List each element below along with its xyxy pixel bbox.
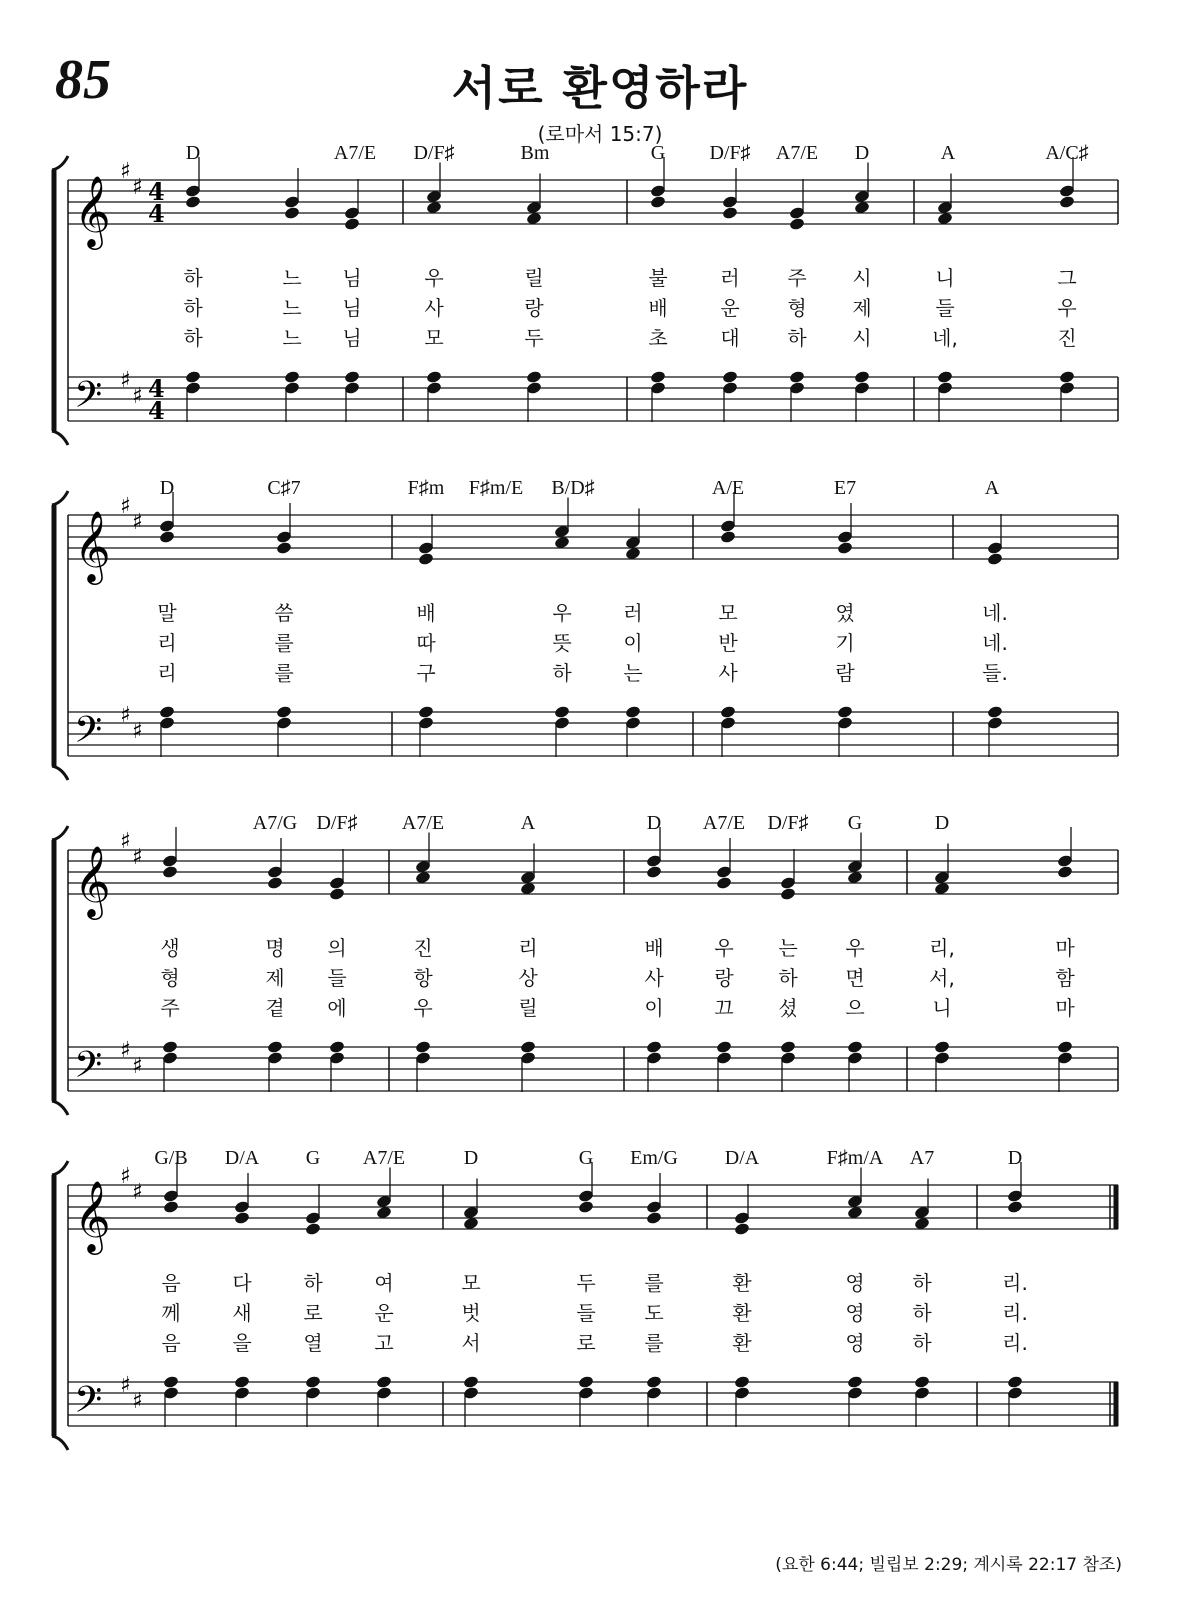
lyric-verse-3: 사 (718, 661, 738, 685)
notehead (162, 1040, 179, 1054)
lyric-verse-1: 느 (282, 266, 302, 290)
lyric-verse-3: 구 (416, 661, 436, 685)
lyric-verse-2: 운 (720, 296, 740, 320)
notehead (267, 876, 284, 890)
lyric-verse-3: 주 (160, 996, 180, 1020)
lyric-verse-2: 네. (982, 631, 1008, 655)
lyric-verse-1: 불 (648, 266, 668, 290)
notehead (162, 865, 179, 879)
lyric-verse-3: 시 (852, 326, 872, 350)
notehead (159, 530, 176, 544)
chord-symbol: D (854, 142, 870, 164)
bass-clef-icon: 𝄢 (74, 709, 103, 760)
notehead (267, 1040, 284, 1054)
notehead (987, 705, 1004, 719)
chord-symbol: A/C♯ (1045, 142, 1089, 164)
chord-symbol: D/F♯ (413, 142, 455, 164)
lyric-verse-1: 하 (303, 1271, 323, 1295)
notehead (720, 530, 737, 544)
lyric-verse-1: 명 (265, 936, 285, 960)
notehead (734, 1222, 751, 1236)
lyric-verse-1: 리 (518, 936, 538, 960)
lyric-verse-2: 리 (157, 631, 177, 655)
notehead (1007, 1375, 1024, 1389)
notehead (625, 705, 642, 719)
notehead (1059, 195, 1076, 209)
lyric-verse-3: 모 (424, 326, 444, 350)
notehead (578, 1200, 595, 1214)
staff-graphics (0, 475, 1200, 795)
lyric-verse-1: 모 (461, 1271, 481, 1295)
lyric-verse-2: 랑 (524, 296, 544, 320)
lyric-verse-3: 를 (644, 1331, 664, 1355)
chord-symbol: A7/E (401, 812, 445, 834)
lyric-verse-2: 도 (644, 1301, 664, 1325)
lyric-verse-2: 하 (912, 1301, 932, 1325)
notehead (163, 1375, 180, 1389)
notehead (646, 865, 663, 879)
lyric-verse-2: 들 (327, 966, 347, 990)
lyric-verse-2: 를 (274, 631, 294, 655)
lyric-verse-3: 로 (576, 1331, 596, 1355)
lyric-verse-1: 하 (183, 266, 203, 290)
lyric-verse-3: 님 (342, 326, 362, 350)
notehead (276, 705, 293, 719)
chord-symbol: F♯m (407, 477, 445, 499)
lyric-verse-2: 반 (718, 631, 738, 655)
lyric-verse-3: 네, (932, 326, 958, 350)
lyric-verse-3: 느 (282, 326, 302, 350)
notehead (376, 1375, 393, 1389)
lyric-verse-3: 열 (303, 1331, 323, 1355)
lyric-verse-1: 는 (778, 936, 798, 960)
lyric-verse-3: 으 (845, 996, 865, 1020)
lyric-verse-2: 환 (732, 1301, 752, 1325)
lyric-verse-1: 음 (161, 1271, 181, 1295)
music-system (0, 475, 1200, 795)
key-signature-sharp-icon: ♯ (132, 845, 143, 870)
notehead (520, 1040, 537, 1054)
lyric-verse-3: 는 (623, 661, 643, 685)
notehead (734, 1375, 751, 1389)
bass-clef-icon: 𝄢 (74, 374, 103, 425)
lyric-verse-3: 곁 (265, 996, 285, 1020)
lyric-verse-1: 진 (413, 936, 433, 960)
chord-symbol: D (646, 812, 662, 834)
notehead (837, 705, 854, 719)
chord-symbol: A (940, 142, 956, 164)
notehead (914, 1375, 931, 1389)
lyric-verse-2: 운 (374, 1301, 394, 1325)
key-signature-sharp-icon: ♯ (120, 703, 131, 728)
lyric-verse-3: 고 (374, 1331, 394, 1355)
lyric-verse-1: 의 (327, 936, 347, 960)
notehead (934, 1040, 951, 1054)
chord-symbol: E7 (833, 477, 857, 499)
chord-symbol: A7/E (333, 142, 377, 164)
chord-symbol: G/B (154, 1147, 188, 1169)
lyric-verse-1: 씀 (274, 601, 294, 625)
lyric-verse-2: 함 (1055, 966, 1075, 990)
notehead (847, 1040, 864, 1054)
chord-symbol: A7/E (775, 142, 819, 164)
lyric-verse-3: 니 (932, 996, 952, 1020)
lyric-verse-1: 시 (852, 266, 872, 290)
footer-reference-note: (요한 6:44; 빌립보 2:29; 계시록 22:17 참조) (775, 1555, 1122, 1575)
notehead (185, 195, 202, 209)
lyric-verse-1: 님 (342, 266, 362, 290)
lyric-verse-2: 새 (232, 1301, 252, 1325)
lyric-verse-1: 우 (552, 601, 572, 625)
lyric-verse-1: 말 (157, 601, 177, 625)
treble-clef-icon: 𝄞 (74, 844, 111, 917)
notehead (1007, 1200, 1024, 1214)
lyric-verse-3: 를 (274, 661, 294, 685)
lyric-verse-1: 였 (835, 601, 855, 625)
lyric-verse-2: 영 (845, 1301, 865, 1325)
chord-symbol: F♯m/E (468, 477, 524, 499)
lyric-verse-3: 릴 (518, 996, 538, 1020)
notehead (650, 370, 667, 384)
lyric-verse-2: 로 (303, 1301, 323, 1325)
lyric-verse-2: 벗 (461, 1301, 481, 1325)
lyric-verse-3: 하 (787, 326, 807, 350)
key-signature-sharp-icon: ♯ (120, 159, 131, 184)
notehead (578, 1375, 595, 1389)
lyric-verse-1: 네. (982, 601, 1008, 625)
lyric-verse-2: 항 (413, 966, 433, 990)
lyric-verse-3: 끄 (714, 996, 734, 1020)
lyric-verse-2: 형 (160, 966, 180, 990)
notehead (526, 370, 543, 384)
lyric-verse-1: 우 (845, 936, 865, 960)
lyric-verse-1: 여 (374, 1271, 394, 1295)
time-signature: 4 (148, 177, 165, 206)
chord-symbol: D/F♯ (316, 812, 358, 834)
chord-symbol: D (1007, 1147, 1023, 1169)
chord-symbol: G (650, 142, 666, 164)
lyric-verse-2: 면 (845, 966, 865, 990)
notehead (722, 370, 739, 384)
lyric-verse-3: 하 (552, 661, 572, 685)
lyric-verse-1: 하 (912, 1271, 932, 1295)
key-signature-sharp-icon: ♯ (120, 1164, 131, 1189)
lyric-verse-2: 들 (576, 1301, 596, 1325)
music-system (0, 140, 1200, 460)
notehead (344, 217, 361, 231)
notehead (837, 541, 854, 555)
key-signature-sharp-icon: ♯ (120, 368, 131, 393)
lyric-verse-1: 우 (714, 936, 734, 960)
chord-symbol: A7/G (252, 812, 298, 834)
notehead (159, 705, 176, 719)
notehead (344, 370, 361, 384)
notehead (789, 217, 806, 231)
notehead (722, 206, 739, 220)
lyric-verse-3: 초 (648, 326, 668, 350)
notehead (163, 1200, 180, 1214)
chord-symbol: Em/G (630, 1147, 678, 1169)
lyric-verse-1: 영 (845, 1271, 865, 1295)
lyric-verse-2: 리. (1002, 1301, 1028, 1325)
chord-symbol: D/F♯ (767, 812, 809, 834)
lyric-verse-1: 러 (623, 601, 643, 625)
key-signature-sharp-icon: ♯ (132, 510, 143, 535)
lyric-verse-1: 리, (929, 936, 955, 960)
lyric-verse-2: 께 (161, 1301, 181, 1325)
notehead (554, 705, 571, 719)
notehead (789, 370, 806, 384)
key-signature-sharp-icon: ♯ (132, 719, 143, 744)
notehead (987, 552, 1004, 566)
notehead (1059, 370, 1076, 384)
chord-symbol: Bm (520, 142, 550, 164)
lyric-verse-3: 마 (1055, 996, 1075, 1020)
lyric-verse-3: 에 (327, 996, 347, 1020)
lyric-verse-1: 러 (720, 266, 740, 290)
notehead (646, 1375, 663, 1389)
lyric-verse-1: 생 (160, 936, 180, 960)
lyric-verse-3: 진 (1057, 326, 1077, 350)
lyric-verse-3: 을 (232, 1331, 252, 1355)
lyric-verse-3: 하 (912, 1331, 932, 1355)
lyric-verse-2: 뜻 (552, 631, 572, 655)
treble-clef-icon: 𝄞 (74, 509, 111, 582)
chord-symbol: A/E (711, 477, 745, 499)
staff-graphics (0, 810, 1200, 1130)
time-signature: 4 (148, 374, 165, 403)
lyric-verse-2: 따 (416, 631, 436, 655)
lyric-verse-3: 환 (732, 1331, 752, 1355)
lyric-verse-3: 음 (161, 1331, 181, 1355)
music-system (0, 810, 1200, 1130)
lyric-verse-2: 기 (835, 631, 855, 655)
staff-graphics (0, 140, 1200, 460)
lyric-verse-3: 두 (524, 326, 544, 350)
time-signature: 4 (148, 396, 165, 425)
lyric-verse-1: 그 (1057, 266, 1077, 290)
notehead (847, 1375, 864, 1389)
notehead (418, 552, 435, 566)
notehead (284, 370, 301, 384)
notehead (716, 1040, 733, 1054)
music-system (0, 1145, 1200, 1465)
lyric-verse-1: 를 (644, 1271, 664, 1295)
notehead (716, 876, 733, 890)
chord-symbol: A (984, 477, 1000, 499)
notehead (284, 206, 301, 220)
hymn-title: 서로 환영하라 (451, 61, 749, 115)
lyric-verse-1: 니 (935, 266, 955, 290)
lyric-verse-1: 배 (644, 936, 664, 960)
notehead (463, 1375, 480, 1389)
notehead (185, 370, 202, 384)
chord-symbol: D (934, 812, 950, 834)
lyric-verse-1: 리. (1002, 1271, 1028, 1295)
lyric-verse-2: 하 (183, 296, 203, 320)
lyric-verse-2: 랑 (714, 966, 734, 990)
lyric-verse-1: 모 (718, 601, 738, 625)
hymn-number: 85 (55, 49, 111, 111)
lyric-verse-1: 릴 (524, 266, 544, 290)
key-signature-sharp-icon: ♯ (132, 1389, 143, 1414)
key-signature-sharp-icon: ♯ (120, 1373, 131, 1398)
chord-symbol: D/A (224, 1147, 260, 1169)
lyric-verse-2: 느 (282, 296, 302, 320)
lyric-verse-1: 마 (1055, 936, 1075, 960)
notehead (426, 370, 443, 384)
lyric-verse-1: 다 (232, 1271, 252, 1295)
chord-symbol: F♯m/A (826, 1147, 884, 1169)
key-signature-sharp-icon: ♯ (132, 175, 143, 200)
lyric-verse-2: 상 (518, 966, 538, 990)
lyric-verse-3: 대 (720, 326, 740, 350)
lyric-verse-2: 우 (1057, 296, 1077, 320)
key-signature-sharp-icon: ♯ (120, 829, 131, 854)
chord-symbol: A (520, 812, 536, 834)
lyric-verse-1: 주 (787, 266, 807, 290)
chord-symbol: B/D♯ (551, 477, 595, 499)
chord-symbol: G (847, 812, 863, 834)
lyric-verse-3: 서 (461, 1331, 481, 1355)
lyric-verse-2: 형 (787, 296, 807, 320)
chord-symbol: D (159, 477, 175, 499)
key-signature-sharp-icon: ♯ (132, 384, 143, 409)
notehead (937, 370, 954, 384)
chord-symbol: C♯7 (267, 477, 301, 499)
treble-clef-icon: 𝄞 (74, 174, 111, 247)
notehead (646, 1040, 663, 1054)
lyric-verse-1: 환 (732, 1271, 752, 1295)
lyric-verse-2: 이 (623, 631, 643, 655)
notehead (1057, 1040, 1074, 1054)
notehead (720, 705, 737, 719)
key-signature-sharp-icon: ♯ (120, 1038, 131, 1063)
notehead (650, 195, 667, 209)
lyric-verse-1: 우 (424, 266, 444, 290)
lyric-verse-2: 제 (265, 966, 285, 990)
lyric-verse-3: 리. (1002, 1331, 1028, 1355)
chord-symbol: A7 (909, 1147, 935, 1169)
lyric-verse-3: 이 (644, 996, 664, 1020)
lyric-verse-1: 배 (416, 601, 436, 625)
lyric-verse-2: 님 (342, 296, 362, 320)
key-signature-sharp-icon: ♯ (132, 1054, 143, 1079)
lyric-verse-3: 리 (157, 661, 177, 685)
treble-clef-icon: 𝄞 (74, 1179, 111, 1252)
notehead (415, 1040, 432, 1054)
notehead (1057, 865, 1074, 879)
notehead (418, 705, 435, 719)
lyric-verse-3: 하 (183, 326, 203, 350)
notehead (305, 1375, 322, 1389)
notehead (234, 1375, 251, 1389)
lyric-verse-3: 영 (845, 1331, 865, 1355)
time-signature: 4 (148, 199, 165, 228)
chord-symbol: D/F♯ (709, 142, 751, 164)
notehead (780, 1040, 797, 1054)
notehead (780, 887, 797, 901)
notehead (646, 1211, 663, 1225)
lyric-verse-3: 람 (835, 661, 855, 685)
notehead (329, 1040, 346, 1054)
chord-symbol: D/A (724, 1147, 760, 1169)
scripture-reference: (로마서 15:7) (537, 122, 663, 146)
bass-clef-icon: 𝄢 (74, 1044, 103, 1095)
lyric-verse-3: 셨 (778, 996, 798, 1020)
chord-symbol: D (185, 142, 201, 164)
notehead (305, 1222, 322, 1236)
lyric-verse-2: 사 (424, 296, 444, 320)
key-signature-sharp-icon: ♯ (132, 1180, 143, 1205)
lyric-verse-2: 들 (935, 296, 955, 320)
lyric-verse-2: 서, (929, 966, 955, 990)
chord-symbol: G (305, 1147, 321, 1169)
lyric-verse-2: 제 (852, 296, 872, 320)
lyric-verse-1: 두 (576, 1271, 596, 1295)
key-signature-sharp-icon: ♯ (120, 494, 131, 519)
chord-symbol: A7/E (362, 1147, 406, 1169)
chord-symbol: A7/E (702, 812, 746, 834)
notehead (854, 370, 871, 384)
lyric-verse-2: 사 (644, 966, 664, 990)
lyric-verse-2: 배 (648, 296, 668, 320)
lyric-verse-3: 들. (982, 661, 1008, 685)
lyric-verse-2: 하 (778, 966, 798, 990)
chord-symbol: D (463, 1147, 479, 1169)
notehead (234, 1211, 251, 1225)
notehead (276, 541, 293, 555)
notehead (329, 887, 346, 901)
chord-symbol: G (578, 1147, 594, 1169)
bass-clef-icon: 𝄢 (74, 1379, 103, 1430)
lyric-verse-3: 우 (413, 996, 433, 1020)
